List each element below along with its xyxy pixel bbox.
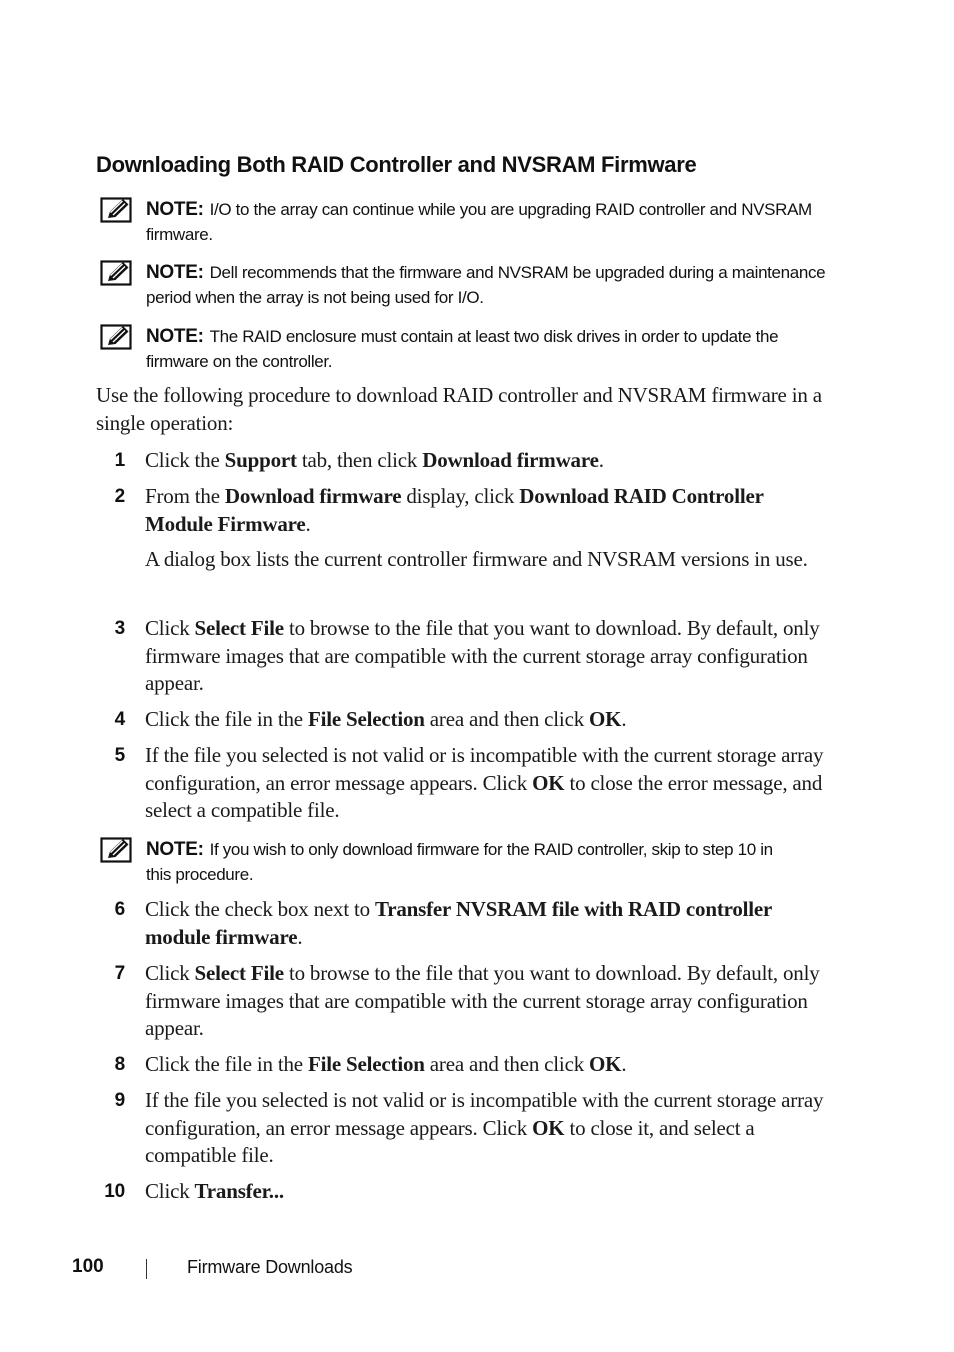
note-text: I/O to the array can continue while you are upgrading RAID controller and NVSRAM firmware. [146, 200, 812, 244]
step-2-detail: A dialog box lists the current controller firmware and NVSRAM versions in use. [145, 547, 808, 571]
step-text: Click the check box next to [145, 897, 376, 921]
step-text: Click [145, 1179, 195, 1203]
step-number: 4 [114, 709, 125, 730]
step-text: Click [145, 961, 195, 985]
section-heading: Downloading Both RAID Controller and NVSRAM Firmware [96, 152, 697, 177]
note-3 [100, 324, 830, 374]
ui-term: Transfer... [194, 1179, 284, 1203]
ui-term: Transfer NVSRAM file with RAID controller module firmware [145, 897, 772, 949]
step-text: . [621, 1052, 627, 1076]
note-4 [100, 837, 830, 887]
step-text: . [297, 924, 303, 949]
ui-term: OK [532, 1115, 565, 1140]
note-label: NOTE: [146, 326, 204, 347]
step-number: 2 [114, 486, 125, 507]
ui-term: File Selection [307, 1052, 425, 1076]
footer-section-title: Firmware Downloads [187, 1257, 353, 1277]
step-10 [96, 1178, 826, 1206]
pencil-note-icon [100, 260, 132, 286]
step-text: tab, then click [296, 448, 423, 472]
step-9 [96, 1087, 826, 1170]
ui-term: Support [224, 448, 297, 472]
note-label: NOTE: [146, 262, 204, 283]
step-number: 9 [114, 1090, 125, 1111]
step-text: to close the error message, and select a compatible file. [145, 770, 823, 822]
step-number: 8 [114, 1054, 125, 1075]
step-1 [96, 447, 826, 475]
step-4 [96, 706, 826, 734]
ui-term: OK [532, 770, 565, 795]
step-text: to close it, and select a compatible file. [145, 1115, 755, 1167]
step-3 [96, 615, 826, 698]
ui-term: File Selection [307, 707, 425, 731]
step-text: From the [145, 484, 225, 508]
step-text: . [621, 707, 627, 731]
ui-term: Select File [194, 961, 284, 985]
step-text: Click the [145, 448, 225, 472]
step-text: Click [145, 616, 195, 640]
note-text: The RAID enclosure must contain at least two disk drives in order to update the firmware on the controller. [146, 327, 779, 371]
step-text: If the file you selected is not valid or is incompatible with the current storage array configuration, an error message appears. Click [145, 1088, 824, 1140]
pencil-note-icon [100, 837, 132, 863]
step-text: If the file you selected is not valid or is incompatible with the current storage array configuration, an error message appears. Click [145, 743, 824, 795]
step-text: . [598, 448, 604, 472]
footer-divider [146, 1259, 147, 1279]
step-text: to browse to the file that you want to download. By default, only firmware images that are compatible with the current storage array configuration appear. [145, 961, 820, 1040]
step-number: 5 [114, 745, 125, 766]
note-2 [100, 260, 830, 310]
ui-term: Download firmware [422, 448, 599, 472]
step-text: area and then click [424, 707, 590, 731]
step-7 [96, 960, 826, 1043]
page-number: 100 [72, 1256, 104, 1277]
note-text: Dell recommends that the firmware and NVSRAM be upgraded during a maintenance period when the array is not being used for I/O. [146, 263, 826, 307]
pencil-note-icon [100, 324, 132, 350]
intro-paragraph: Use the following procedure to download RAID controller and NVSRAM firmware in a single operation: [96, 383, 822, 435]
step-5 [96, 742, 826, 825]
step-6 [96, 896, 826, 951]
step-number: 6 [114, 899, 125, 920]
step-text: to browse to the file that you want to download. By default, only firmware images that are compatible with the current storage array configuration appear. [145, 616, 820, 695]
step-number: 7 [114, 963, 125, 984]
step-number: 10 [104, 1181, 125, 1202]
step-text: Click the file in the [145, 707, 308, 731]
step-text: . [305, 511, 311, 536]
ui-term: Download RAID Controller Module Firmware [145, 484, 764, 536]
step-text: display, click [401, 484, 520, 508]
note-text: If you wish to only download firmware for the RAID controller, skip to step 10 in this procedure. [146, 840, 773, 884]
ui-term: Select File [194, 616, 284, 640]
step-number: 1 [114, 450, 125, 471]
note-label: NOTE: [146, 839, 204, 860]
pencil-note-icon [100, 197, 132, 223]
note-1 [100, 197, 830, 247]
step-text: Click the file in the [145, 1052, 308, 1076]
ui-term: Download firmware [224, 484, 402, 508]
step-8 [96, 1051, 826, 1079]
ui-term: OK [589, 1052, 622, 1076]
ui-term: OK [589, 707, 622, 731]
step-text: area and then click [424, 1052, 590, 1076]
note-label: NOTE: [146, 199, 204, 220]
step-number: 3 [114, 618, 125, 639]
step-2 [96, 483, 826, 538]
